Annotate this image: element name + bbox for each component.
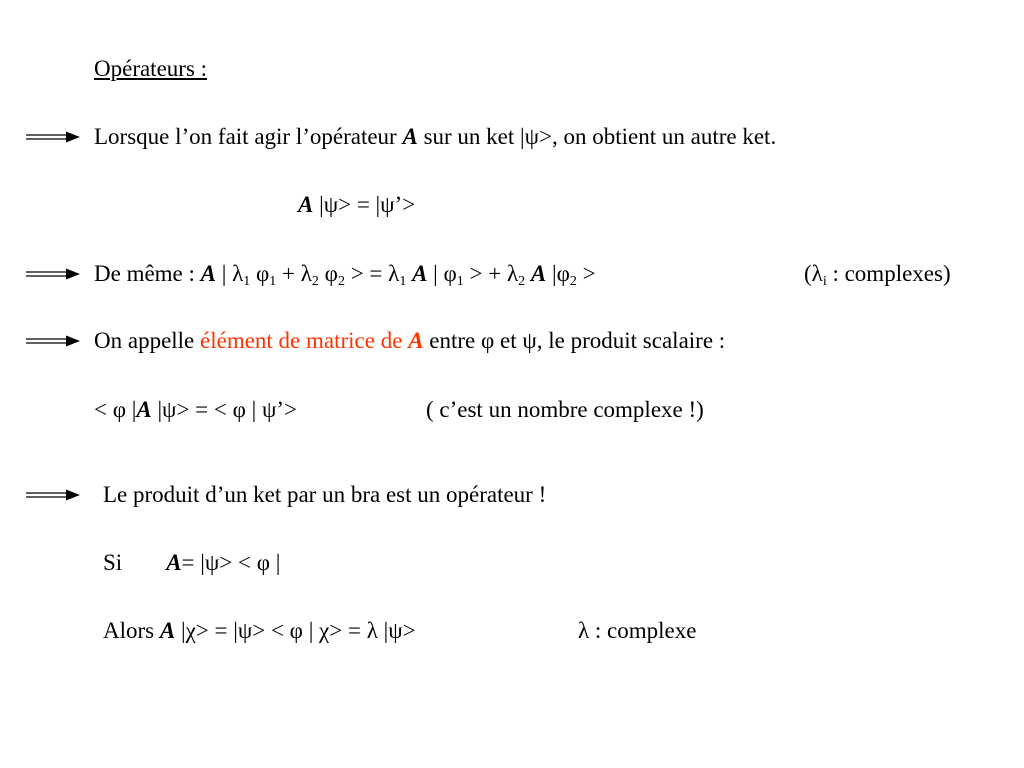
subscript: 1: [269, 274, 277, 289]
text-segment: On appelle: [94, 328, 201, 353]
subscript: i: [822, 274, 827, 289]
ket-bra-sentence: Le produit d’un ket par un bra est un opérateur !: [103, 482, 547, 507]
subscript: 2: [337, 274, 345, 289]
subscript: 2: [569, 274, 577, 289]
double-arrow-icon: [26, 489, 80, 501]
matrix-element-sentence: [94, 327, 725, 355]
operator-symbol: A: [408, 328, 424, 353]
page-title: Opérateurs :: [94, 56, 208, 81]
text-segment: = |ψ> < φ |: [181, 550, 281, 575]
operator-symbol: A: [166, 550, 182, 575]
text-segment: entre φ et ψ, le produit scalaire :: [423, 328, 726, 353]
lambda-note: λ : complexe: [578, 618, 697, 643]
subscript: 1: [456, 274, 464, 289]
operator-symbol: A: [530, 261, 547, 286]
operator-symbol: A: [402, 124, 418, 149]
subscript: 1: [243, 274, 251, 289]
double-arrow-icon: [26, 131, 80, 143]
text-segment: Alors: [103, 618, 160, 643]
text-segment: (λ: [804, 261, 823, 286]
subscript: 2: [311, 274, 319, 289]
text-segment: |φ: [546, 261, 570, 286]
text-segment: Si: [103, 550, 123, 575]
text-segment: | λ: [216, 261, 244, 286]
highlight-text: élément de matrice de: [200, 328, 409, 353]
text-segment: >: [576, 261, 596, 286]
operator-symbol: A: [136, 397, 152, 422]
text-segment: > = λ: [344, 261, 400, 286]
si-equation: [103, 549, 280, 577]
text-segment: : complexes): [826, 261, 951, 286]
text-segment: De même :: [94, 261, 201, 286]
text-segment: φ: [318, 261, 338, 286]
text-segment: φ: [250, 261, 270, 286]
text-segment: |χ> = |ψ> < φ | χ> = λ |ψ>: [175, 618, 416, 643]
text-segment: > + λ: [463, 261, 519, 286]
subscript: 2: [518, 274, 526, 289]
ket-operator-sentence: [94, 123, 776, 151]
linearity-equation: [94, 260, 596, 288]
subscript: 1: [399, 274, 407, 289]
text-segment: | φ: [427, 261, 457, 286]
complex-number-note: ( c’est un nombre complexe !): [426, 397, 704, 422]
operator-equation: [298, 191, 415, 219]
scalar-product-equation: [94, 396, 297, 424]
complex-note: [804, 260, 951, 288]
text-segment: sur un ket |ψ>, on obtient un autre ket.: [417, 124, 777, 149]
text-segment: Lorsque l’on fait agir l’opérateur: [94, 124, 403, 149]
operator-symbol: A: [412, 261, 428, 286]
equation-text: |ψ> = |ψ’>: [313, 192, 416, 217]
operator-symbol: A: [159, 618, 176, 643]
text-segment: + λ: [276, 261, 312, 286]
operator-symbol: A: [200, 261, 216, 286]
operator-symbol: A: [298, 192, 314, 217]
text-segment: < φ |: [94, 397, 137, 422]
double-arrow-icon: [26, 335, 80, 347]
text-segment: |ψ> = < φ | ψ’>: [151, 397, 298, 422]
alors-equation: [103, 617, 416, 645]
double-arrow-icon: [26, 268, 80, 280]
